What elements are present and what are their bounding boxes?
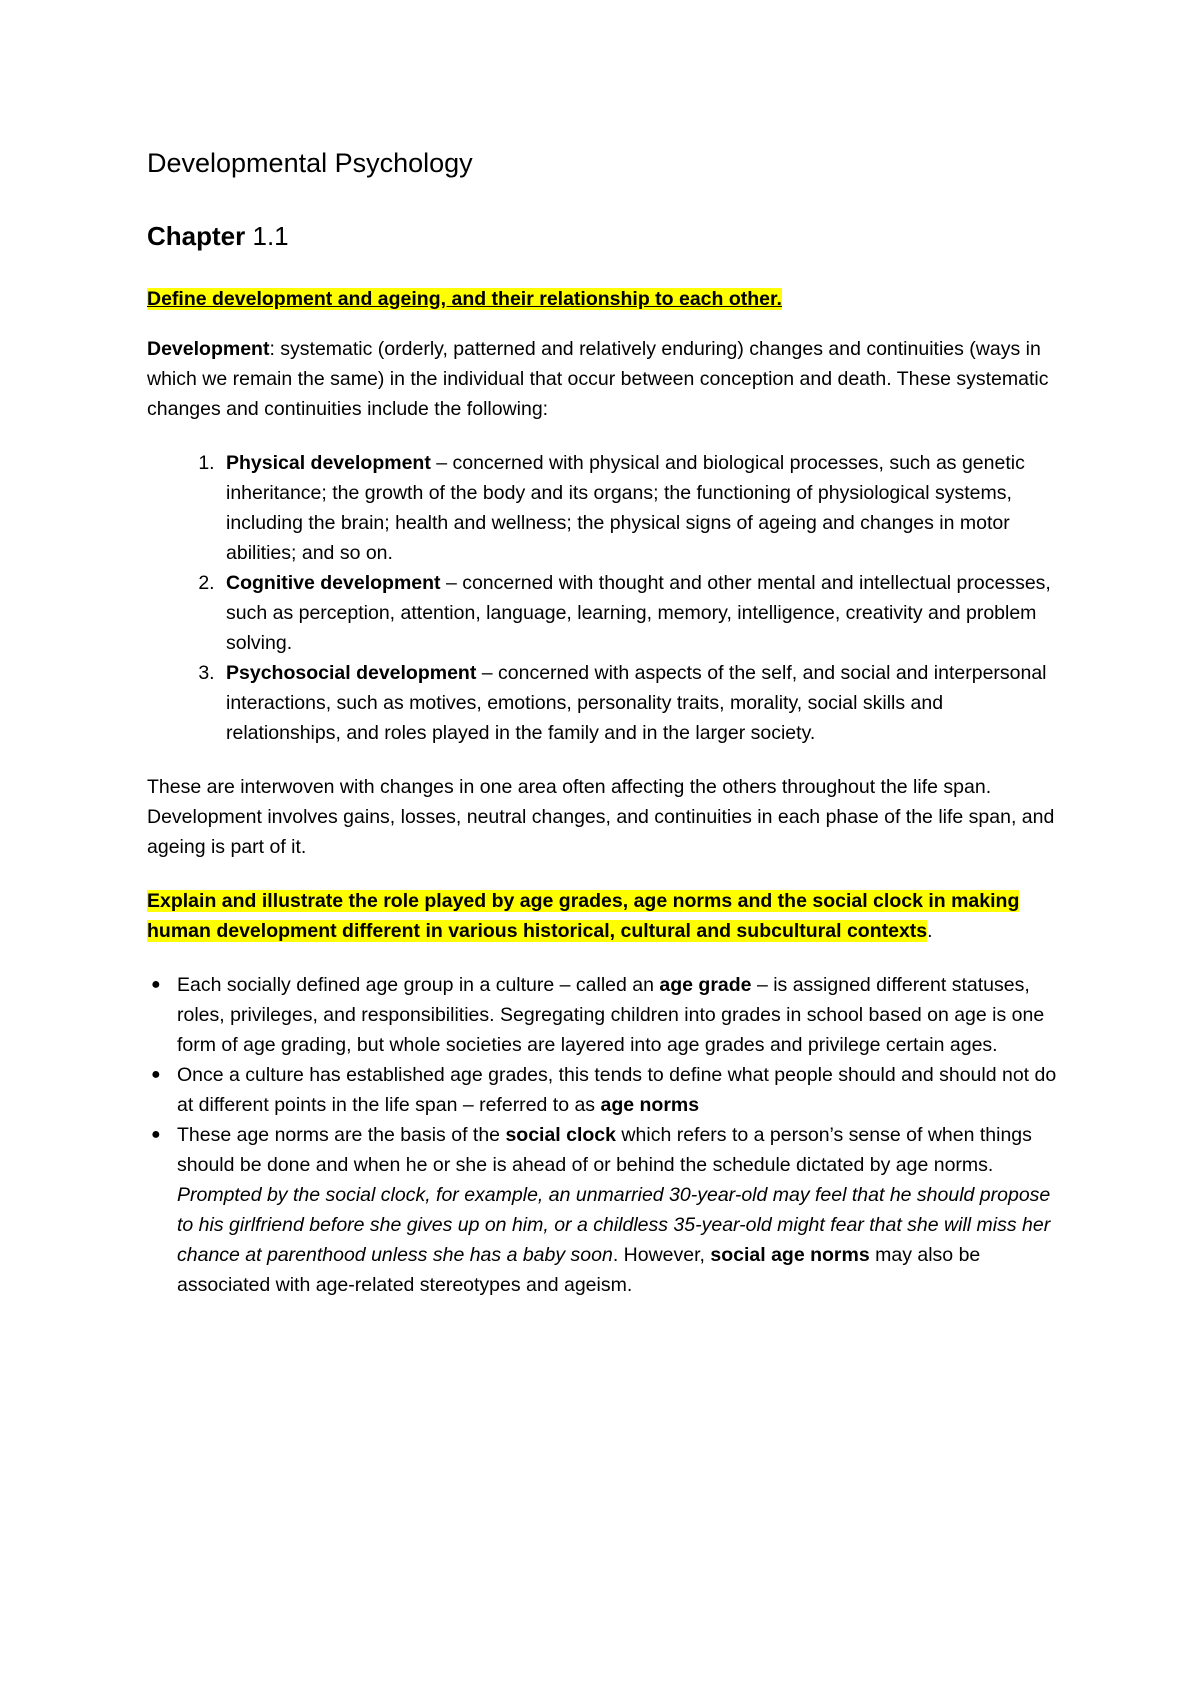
learning-objective-1 bbox=[147, 284, 1060, 314]
list-item-term: Psychosocial development bbox=[226, 662, 477, 684]
bullet-icon: ● bbox=[151, 1126, 161, 1143]
list-item-text: – concerned with thought and other mental and intellectual processes, such as perception, attention, language, learning, memory, intelligence, creativity and problem solving. bbox=[226, 572, 1051, 654]
list-item-text: – concerned with physical and biological processes, such as genetic inheritance; the growth of the body and its organs; the functioning of physiological systems, including the brain; health and wellness; the physical signs of ageing and changes in motor abilities; and so on. bbox=[226, 452, 1025, 564]
list-item bbox=[220, 568, 1060, 658]
chapter-heading bbox=[147, 221, 1060, 252]
list-item bbox=[151, 1120, 1060, 1300]
list-item bbox=[151, 970, 1060, 1060]
objective-2-end: . bbox=[927, 920, 933, 942]
bullet-text: may also be associated with age-related stereotypes and ageism. bbox=[177, 1244, 981, 1296]
list-item-text: – concerned with aspects of the self, and social and interpersonal interactions, such as motives, emotions, personality traits, morality, social skills and relationships, and roles played in the family and in the larger society. bbox=[226, 662, 1047, 744]
age-grades-bullet-list bbox=[147, 970, 1060, 1300]
development-term: Development bbox=[147, 338, 270, 360]
social-age-norms-term: social age norms bbox=[710, 1244, 870, 1266]
social-clock-term: social clock bbox=[505, 1124, 617, 1146]
interwoven-paragraph: These are interwoven with changes in one area often affecting the others throughout the life span. Development involves gains, losses, neutral changes, and continuities in each phase of the life span, and ageing is part of it. bbox=[147, 776, 1055, 858]
age-grade-term: age grade bbox=[659, 974, 752, 996]
age-norms-term: age norms bbox=[600, 1094, 700, 1116]
bullet-text: Each socially defined age group in a culture – called an bbox=[177, 974, 660, 996]
chapter-number: 1.1 bbox=[252, 221, 289, 251]
development-definition-text: : systematic (orderly, patterned and relatively enduring) changes and continuities (ways in which we remain the same) in the individual that occur between conception and death. These systematic changes and continuities include the following: bbox=[147, 338, 1049, 420]
bullet-text: which refers to a person’s sense of when things should be done and when he or she is ahead of or behind the schedule dictated by age norms. bbox=[177, 1124, 1032, 1176]
list-item-term: Cognitive development bbox=[226, 572, 441, 594]
bullet-text: . However, bbox=[612, 1244, 711, 1266]
learning-objective-2 bbox=[147, 886, 1060, 946]
list-item bbox=[220, 658, 1060, 748]
chapter-label: Chapter bbox=[147, 221, 246, 251]
development-types-list bbox=[147, 448, 1060, 748]
list-item bbox=[220, 448, 1060, 568]
development-definition bbox=[147, 334, 1060, 424]
bullet-text: Once a culture has established age grades, this tends to define what people should and should not do at different points in the life span – referred to as bbox=[177, 1064, 1057, 1116]
document-title: Developmental Psychology bbox=[147, 148, 473, 178]
objective-1-text: Define development and ageing, and their relationship to each other. bbox=[147, 288, 782, 310]
bullet-icon: ● bbox=[151, 1066, 161, 1083]
bullet-text: These age norms are the basis of the bbox=[177, 1124, 506, 1146]
bullet-icon: ● bbox=[151, 976, 161, 993]
list-item-term: Physical development bbox=[226, 452, 431, 474]
social-clock-example: Prompted by the social clock, for example, an unmarried 30-year-old may feel that he should propose to his girlfriend before she gives up on him, or a childless 35-year-old might fear that she will miss her chance at parenthood unless she has a baby soon bbox=[177, 1184, 1051, 1266]
bullet-text: – is assigned different statuses, roles, privileges, and responsibilities. Segregating children into grades in school based on age is one form of age grading, but whole societies are layered into age grades and privilege certain ages. bbox=[177, 974, 1045, 1056]
objective-2-text: Explain and illustrate the role played by age grades, age norms and the social clock in making human development different in various historical, cultural and subcultural contexts bbox=[147, 890, 1020, 942]
list-item bbox=[151, 1060, 1060, 1120]
